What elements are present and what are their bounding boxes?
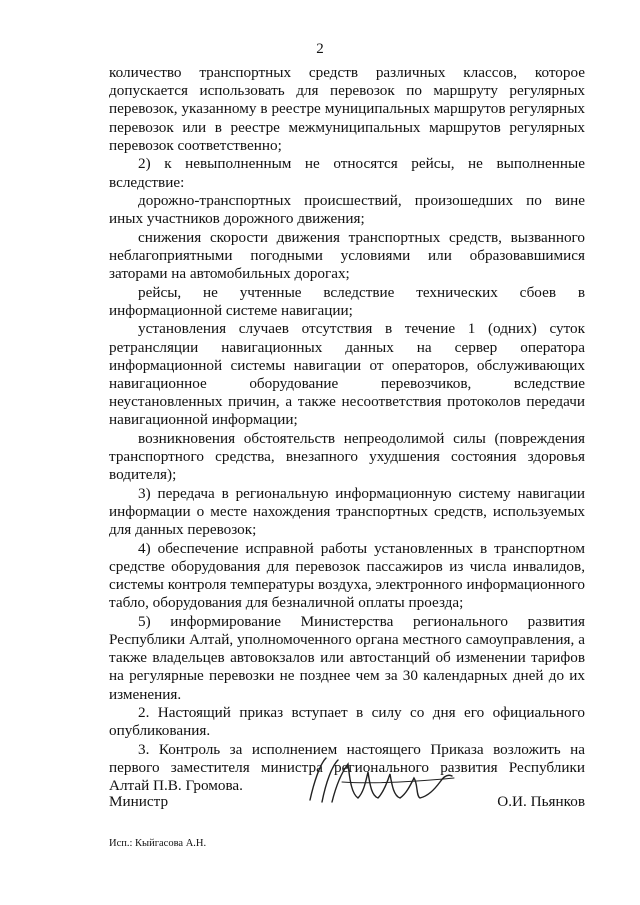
- signatory-name: О.И. Пьянков: [497, 793, 585, 810]
- page-number: 2: [316, 41, 324, 57]
- paragraph: возникновения обстоятельств непреодолимой силы (повреждения транспортного средства, внезапного ухудшения состояния здоровья водителя);: [109, 429, 585, 484]
- paragraph: 2. Настоящий приказ вступает в силу со дня его официального опубликования.: [109, 704, 585, 740]
- signatory-title: Министр: [109, 793, 169, 810]
- paragraph: установления случаев отсутствия в течение 1 (одних) суток ретрансляции навигационных данных на сервер оператора информационной системы навигации от операторов, обслуживающих навигационное оборудование перевозчиков, вследствие неустановленных причин, а также несоответствия протоколов передачи навигационной информации;: [109, 320, 585, 429]
- paragraph: 2) к невыполненным не относятся рейсы, не выполненные вследствие:: [109, 155, 585, 191]
- paragraph: количество транспортных средств различных классов, которое допускается использовать для перевозок по маршруту регулярных перевозок, указанному в реестре муниципальных маршрутов регулярных перевозок или в реестре межмуниципальных маршрутов регулярных перевозок соответственно;: [109, 64, 585, 154]
- document-body: [109, 64, 585, 796]
- paragraph: 3. Контроль за исполнением настоящего Приказа возложить на первого заместителя министра регионального развития Республики Алтай П.В. Громова.: [109, 740, 585, 795]
- paragraph: дорожно-транспортных происшествий, произошедших по вине иных участников дорожного движения;: [109, 192, 585, 228]
- paragraph: снижения скорости движения транспортных средств, вызванного неблагоприятными погодными условиями или образовавшимися заторами на автомобильных дорогах;: [109, 228, 585, 283]
- paragraph: 3) передача в региональную информационную систему навигации информации о месте нахождения транспортных средств, используемых для данных перевозок;: [109, 484, 585, 539]
- paragraph: 5) информирование Министерства регионального развития Республики Алтай, уполномоченного органа местного самоуправления, а также владельцев автовокзалов или автостанций об изменении тарифов на регулярные перевозки не позднее чем за 30 календарных дней до их изменения.: [109, 612, 585, 703]
- paragraph: рейсы, не учтенные вследствие технических сбоев в информационной системе навигации;: [109, 283, 585, 319]
- signature-block: [109, 793, 585, 813]
- paragraph: 4) обеспечение исправной работы установленных в транспортном средстве оборудования для перевозок пассажиров из числа инвалидов, системы контроля температуры воздуха, электронного информационного табло, оборудования для безналичной оплаты проезда;: [109, 539, 585, 612]
- executor-note: Исп.: Кыйгасова А.Н.: [109, 838, 207, 849]
